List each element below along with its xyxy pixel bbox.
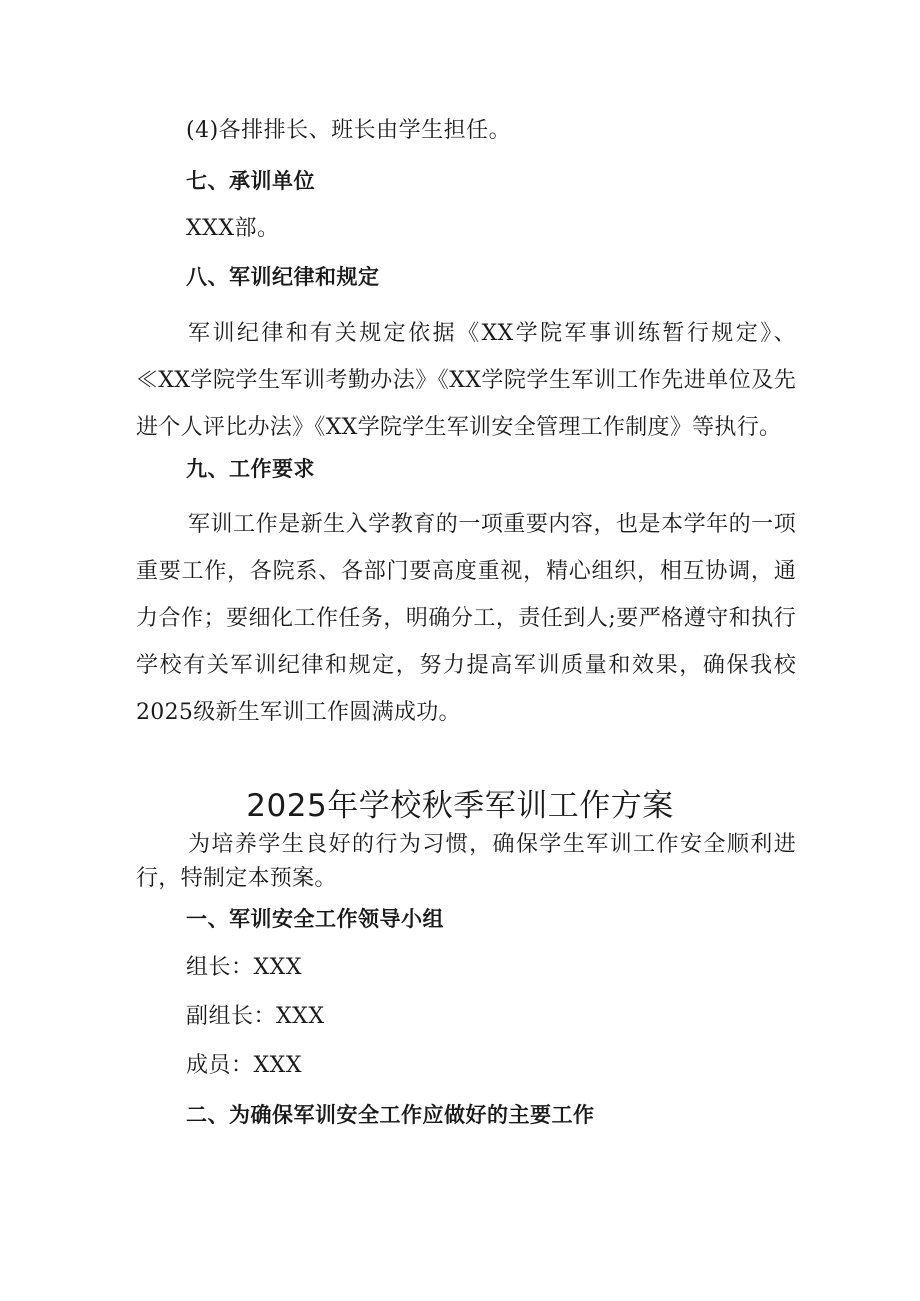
plan-section-2-heading: 二、为确保军训安全工作应做好的主要工作	[186, 1103, 595, 1127]
section-8-heading: 八、军训纪律和规定	[186, 265, 380, 289]
section-9-body: 军训工作是新生入学教育的一项重要内容，也是本学年的一项重要工作，各院系、各部门要高度重视，精心组织，相互协调，通力合作；要细化工作任务，明确分工，责任到人;要严格遵守和执行学校有关军训纪律和规定，努力提高军训质量和效果，确保我校2025级新生军训工作圆满成功。	[136, 512, 796, 725]
plan-intro: 为培养学生良好的行为习惯，确保学生军训工作安全顺利进行，特制定本预案。	[136, 832, 796, 891]
section-9-heading: 九、工作要求	[186, 457, 315, 481]
leader-line: 组长：XXX	[186, 955, 302, 980]
section-8-body: 军训纪律和有关规定依据《XX学院军事训练暂行规定》、≪XX学院学生军训考勤办法》《XX学院学生军训工作先进单位及先进个人评比办法》《XX学院学生军训安全管理工作制度》等执行。	[136, 321, 796, 440]
section-7-heading: 七、承训单位	[186, 169, 315, 193]
section-7-body: XXX部。	[186, 216, 280, 241]
plan-section-1-heading: 一、军训安全工作领导小组	[186, 907, 444, 931]
item-4-text: (4)各排排长、班长由学生担任。	[186, 118, 512, 143]
plan-title: 2025年学校秋季军训工作方案	[246, 788, 674, 824]
members-line: 成员：XXX	[186, 1053, 302, 1078]
deputy-leader-line: 副组长：XXX	[186, 1004, 325, 1029]
